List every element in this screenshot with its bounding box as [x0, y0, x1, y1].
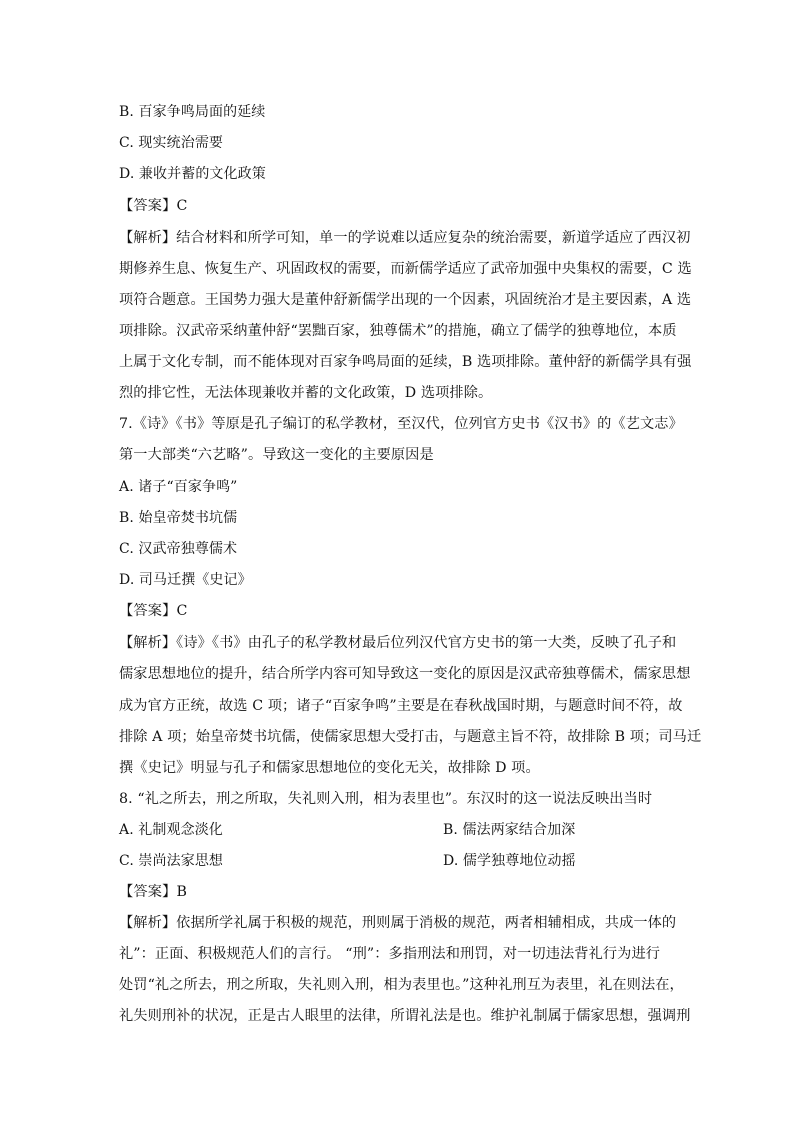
q8-option-d: D. 儒学独尊地位动摇	[443, 853, 576, 869]
q6-analysis-line: 上属于文化专制，而不能体现对百家争鸣局面的延续，B 选项排除。董仲舒的新儒学具有强	[119, 354, 692, 370]
q7-option-b: B. 始皇帝焚书坑儒	[119, 510, 238, 526]
q8-option-c: C. 崇尚法家思想	[119, 853, 224, 869]
q8-analysis-line: 礼失则刑补的状况，正是古人眼里的法律，所谓礼法是也。维护礼制属于儒家思想，强调刑	[119, 1008, 691, 1024]
q6-analysis-line: 项排除。汉武帝采纳董仲舒“罢黜百家，独尊儒术”的措施，确立了儒学的独尊地位，本质	[119, 323, 677, 339]
q8-stem: 8. “礼之所去，刑之所取，失礼则入刑，相为表里也”。东汉时的这一说法反映出当时	[119, 791, 653, 807]
q6-analysis-line: 项符合题意。王国势力强大是董仲舒新儒学出现的一个因素，巩固统治才是主要因素，A 选	[119, 292, 692, 308]
q7-analysis-line: 排除 A 项；始皇帝焚书坑儒，使儒家思想大受打击，与题意主旨不符，故排除 B 项；司马迁	[119, 729, 702, 745]
q8-answer: 【答案】B	[119, 884, 188, 900]
q8-option-b: B. 儒法两家结合加深	[443, 822, 576, 838]
q6-option-b: B. 百家争鸣局面的延续	[119, 104, 266, 120]
q6-answer: 【答案】C	[119, 198, 188, 214]
q8-analysis-line: 礼”：正面、积极规范人们的言行。 “刑”：多指刑法和刑罚，对一切违法背礼行为进行	[119, 946, 661, 962]
q6-analysis-line: 【解析】结合材料和所学可知，单一的学说难以适应复杂的统治需要，新道学适应了西汉初	[119, 230, 691, 246]
q7-analysis-line: 儒家思想地位的提升，结合所学内容可知导致这一变化的原因是汉武帝独尊儒术，儒家思想	[119, 666, 691, 682]
q7-answer: 【答案】C	[119, 603, 188, 619]
q8-analysis-line: 【解析】依据所学礼属于积极的规范，刑则属于消极的规范，两者相辅相成，共成一体的	[119, 915, 677, 931]
q6-analysis-line: 期修养生息、恢复生产、巩固政权的需要，而新儒学适应了武帝加强中央集权的需要，C 选	[119, 261, 692, 277]
q8-option-a: A. 礼制观念淡化	[119, 822, 223, 838]
q7-stem-line: 第一大部类“六艺略”。导致这一变化的主要原因是	[119, 447, 434, 463]
q7-stem-line: 7.《诗》《书》等原是孔子编订的私学教材，至汉代，位列官方史书《汉书》的《艺文志》	[119, 416, 683, 432]
q7-analysis-line: 撰《史记》明显与孔子和儒家思想地位的变化无关，故排除 D 项。	[119, 760, 540, 776]
q8-analysis-line: 处罚“礼之所去，刑之所取，失礼则入刑，相为表里也。”这种礼刑互为表里，礼在则法在，	[119, 977, 684, 993]
q7-analysis-line: 成为官方正统，故选 C 项；诸子“百家争鸣”主要是在春秋战国时期，与题意时间不符，故	[119, 698, 683, 714]
q6-analysis-line: 烈的排它性，无法体现兼收并蓄的文化政策，D 选项排除。	[119, 385, 493, 401]
q7-option-d: D. 司马迁撰《史记》	[119, 572, 252, 588]
q6-option-c: C. 现实统治需要	[119, 135, 224, 151]
q7-option-c: C. 汉武帝独尊儒术	[119, 541, 238, 557]
q6-option-d: D. 兼收并蓄的文化政策	[119, 166, 266, 182]
q7-analysis-line: 【解析】《诗》《书》由孔子的私学教材最后位列汉代官方史书的第一大类，反映了孔子和	[119, 635, 677, 651]
q7-option-a: A. 诸子“百家争鸣”	[119, 479, 238, 495]
